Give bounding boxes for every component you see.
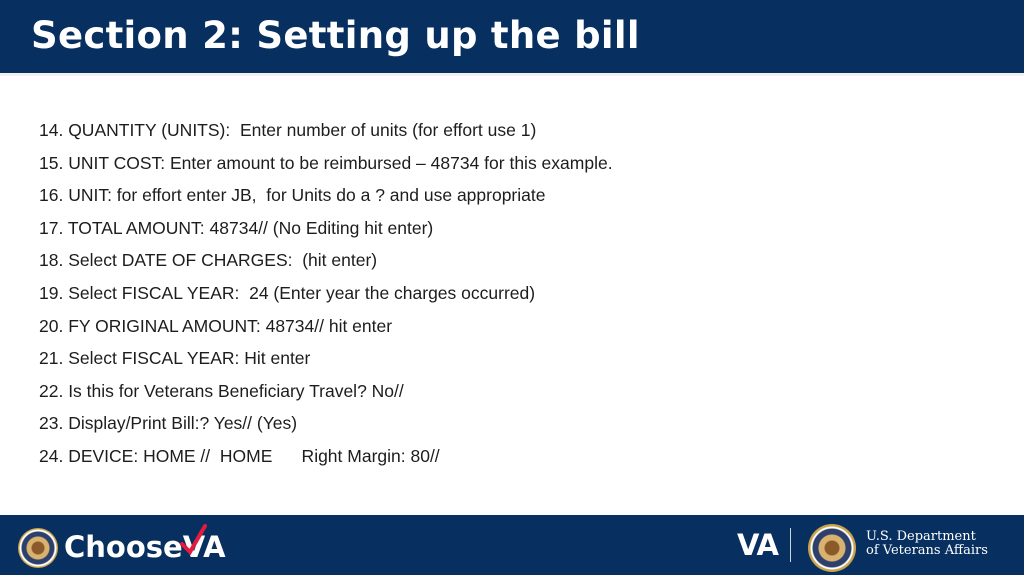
- step-16: 16. UNIT: for effort enter JB, for Units do a ? and use appropriate: [39, 185, 546, 206]
- department-line-1: U.S. Department: [866, 529, 976, 544]
- title-bar: [0, 0, 1024, 73]
- department-seal-icon: [808, 524, 856, 572]
- department-name: [866, 530, 988, 558]
- step-19: 19. Select FISCAL YEAR: 24 (Enter year the charges occurred): [39, 282, 536, 303]
- step-20: 20. FY ORIGINAL AMOUNT: 48734// hit enter: [39, 315, 393, 336]
- va-logo: VA: [737, 528, 778, 562]
- step-21: 21. Select FISCAL YEAR: Hit enter: [39, 348, 311, 369]
- step-15: 15. UNIT COST: Enter amount to be reimbursed – 48734 for this example.: [39, 152, 613, 173]
- choose-va-logo: ChooseVA: [64, 530, 226, 564]
- step-23: 23. Display/Print Bill:? Yes// (Yes): [39, 413, 298, 434]
- step-18: 18. Select DATE OF CHARGES: (hit enter): [39, 250, 378, 271]
- step-17: 17. TOTAL AMOUNT: 48734// (No Editing hit enter): [39, 217, 434, 238]
- title-divider: [0, 73, 1024, 76]
- department-line-2: of Veterans Affairs: [866, 543, 988, 558]
- slide-title: Section 2: Setting up the bill: [31, 14, 640, 57]
- checkmark-icon: [178, 522, 208, 558]
- steps-list: [39, 116, 613, 475]
- va-seal-icon: [18, 528, 58, 568]
- step-24: 24. DEVICE: HOME // HOME Right Margin: 80//: [39, 445, 440, 466]
- step-14: 14. QUANTITY (UNITS): Enter number of units (for effort use 1): [39, 120, 537, 140]
- logo-divider: [790, 528, 791, 562]
- step-22: 22. Is this for Veterans Beneficiary Travel? No//: [39, 380, 404, 401]
